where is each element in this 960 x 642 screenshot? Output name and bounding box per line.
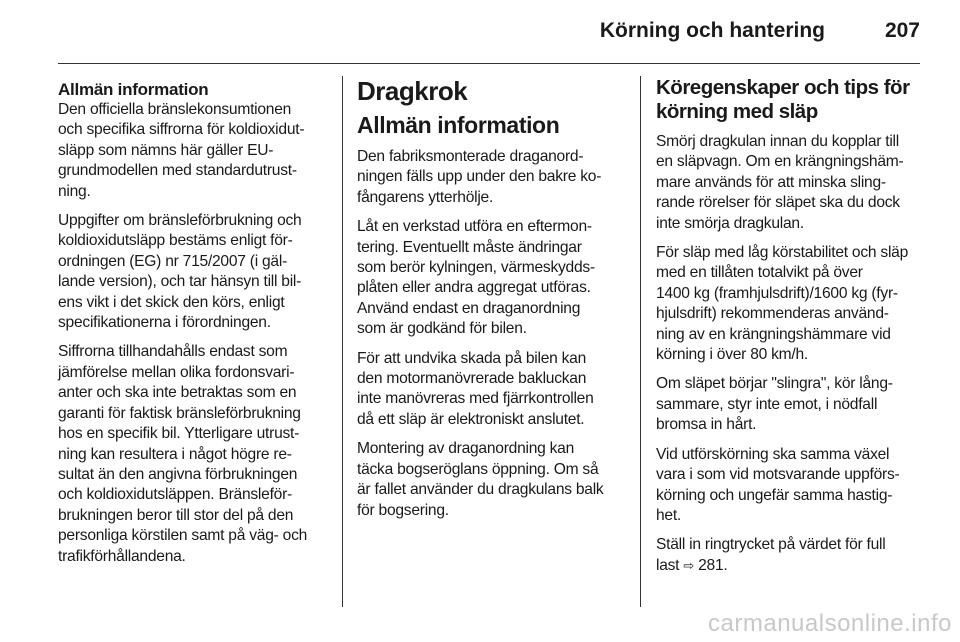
column-divider [640,76,641,607]
column-divider [342,76,343,607]
paragraph: Montering av draganordning kan täcka bogseröglans öppning. Om så är fallet använder du dragkulans balk för bogsering. [357,440,604,519]
paragraph: Den officiella bränslekonsumtionen och specifika siffrorna för koldioxidut- släpp som nämns här gäller EU- grundmodellen med standardutrust- ning. [58,101,305,200]
subheading-general-information: Allmän information [357,112,560,138]
page-reference-icon: ⇨ [683,557,695,573]
paragraph: Uppgifter om bränsleförbrukning och koldioxidutsläpp bestäms enligt för- ordningen (EG) nr 715/2007 (i gäl- lande version), och tar hänsyn till bil- ens vikt i det skick den körs, enligt specifikationerna i förordningen. [58,212,302,332]
heading-towbar: Dragkrok [357,76,468,106]
paragraph: Siffrorna tillhandahålls endast som jämförelse mellan olika fordonsvari- anter och ska inte betraktas som en garanti för faktisk bränsleförbrukning hos en specifik bil. Ytterligare utrust- ning kan resultera i något högre re- sultat än den angivna förbrukningen och koldioxidutsläppen. Bränsleför- brukningen beror till stor del på den personliga körstilen samt på väg- och trafikförhållandena. [58,343,308,565]
paragraph: Om släpet börjar "slingra", kör lång- sammare, styr inte emot, i nödfall bromsa in hårt. [656,375,893,434]
heading-driving-with-trailer: Köregenskaper och tips för körning med släp [656,76,910,123]
column-trailer-driving [656,76,924,585]
paragraph-with-reference [656,535,924,576]
paragraph: Låt en verkstad utföra en eftermon- tering. Eventuellt måste ändringar som berör kylningen, värmeskydds- plåten eller andra aggregat utföras. Använd endast en draganordning som är godkänd för bilen. [357,218,595,338]
header-rule [58,63,920,64]
page-header [0,0,960,70]
paragraph: Vid utförskörning ska samma växel vara i som vid motsvarande uppförs- körning och ungefär samma hastig- het. [656,445,900,524]
column-towbar [357,76,627,530]
paragraph: Smörj dragkulan innan du kopplar till en släpvagn. Om en krängningshäm- mare används för att minska sling- rande rörelser för släpet ska du dock inte smörja dragkulan. [656,133,904,232]
column-general-info [58,76,328,576]
paragraph: Den fabriksmonterade draganord- ningen fälls upp under den bakre ko- fångarens ytterhölje. [357,148,602,206]
section-title: Körning och hantering [599,19,825,42]
paragraph: För släp med låg körstabilitet och släp med en tillåten totalvikt på över 1400 kg (framhjulsdrift)/1600 kg (fyr- hjulsdrift) rekommenderas använd- ning av en krängningshämmare vid körning i över 80 km/h. [656,244,909,364]
heading-general-information: Allmän information [58,80,209,99]
watermark: carmanualsonline.info [708,610,952,637]
paragraph: För att undvika skada på bilen kan den motormanövrerade bakluckan inte manövreras med fjärrkontrollen då ett släp är elektroniskt anslutet. [357,349,594,428]
paragraph-text: Ställ in ringtrycket på värdet för full last [656,536,886,574]
page-number: 207 [884,19,920,42]
page-reference[interactable]: 281. [698,556,728,574]
